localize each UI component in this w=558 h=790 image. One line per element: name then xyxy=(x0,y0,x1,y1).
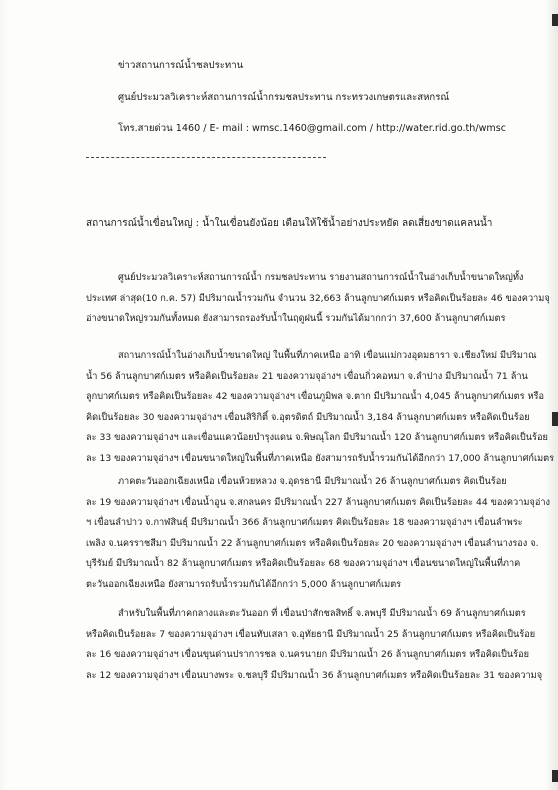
text-line: ละ 16 ของความจุอ่างฯ เขื่อนขุนด่านปราการชล จ.นครนายก มีปริมาณน้ำ 26 ล้านลูกบาศก์เมตร หรือคิดเป็นร้อย xyxy=(86,649,529,660)
news-title: ข่าวสถานการณ์น้ำชลประทาน xyxy=(118,60,244,71)
text-line: ละ 19 ของความจุอ่างฯ เขื่อนน้ำอูน จ.สกลนคร มีปริมาณน้ำ 227 ล้านลูกบาศก์เมตร คิดเป็นร้อยละ 44 ของความจุอ่าง xyxy=(86,496,550,508)
text-line: อ่างขนาดใหญ่รวมกันทั้งหมด ยังสามารถรองรับน้ำในฤดูฝนนี้ รวมกันได้มากกว่า 37,600 ล้านลูกบาศก์เมตร xyxy=(86,313,506,324)
text-line: น้ำ 56 ล้านลูกบาศก์เมตร หรือคิดเป็นร้อยละ 21 ของความจุอ่างฯ เขื่อนกิ่วคอหมา จ.ลำปาง มีปริมาณน้ำ 71 ล้าน xyxy=(86,370,528,382)
text-line: สำหรับในพื้นที่ภาคกลางและตะวันออก ที่ เขื่อนป่าสักชลสิทธิ์ จ.ลพบุรี มีปริมาณน้ำ 69 ล้านลูกบาศก์เมตร xyxy=(118,608,526,619)
text-line: ลูกบาศก์เมตร หรือคิดเป็นร้อยละ 42 ของความจุอ่างฯ เขื่อนภูมิพล จ.ตาก มีปริมาณน้ำ 4,045 ล้านลูกบาศก์เมตร หรือ xyxy=(86,391,545,402)
text-line: บุรีรัมย์ มีปริมาณน้ำ 82 ล้านลูกบาศก์เมตร หรือคิดเป็นร้อยละ 68 ของความจุอ่างฯ เขื่อนขนาดใหญ่ในพื้นที่ภาค xyxy=(86,558,521,569)
text-line: ตะวันออกเฉียงเหนือ ยังสามารถรับน้ำรวมกันได้อีกกว่า 5,000 ล้านลูกบาศก์เมตร xyxy=(86,578,402,590)
text-line: คิดเป็นร้อยละ 30 ของความจุอ่างฯ เขื่อนสิริกิติ์ จ.อุตรดิตถ์ มีปริมาณน้ำ 3,184 ล้านลูกบาศก์เมตร หรือคิดเป็นร้อย xyxy=(86,411,530,423)
contact-line: โทร.สายด่วน 1460 / E- mail : wmsc.1460@gmail.com / http://water.rid.go.th/wmsc xyxy=(118,123,507,134)
paragraph-central-east xyxy=(86,604,543,686)
paragraph-north xyxy=(86,346,555,469)
text-line: ละ 13 ของความจุอ่างฯ เขื่อนขนาดใหญ่ในพื้นที่ภาคเหนือ ยังสามารถรับน้ำรวมกันได้อีกกว่า 17,000 ล้านลูกบาศก์เมตร xyxy=(86,452,555,464)
text-line: ประเทศ ล่าสุด(10 ก.ค. 57) มีปริมาณน้ำรวมกัน จำนวน 32,663 ล้านลูกบาศก์เมตร หรือคิดเป็นร้อยละ 46 ของความจุ xyxy=(86,292,550,304)
text-line: ละ 12 ของความจุอ่างฯ เขื่อนบางพระ จ.ชลบุรี มีปริมาณน้ำ 36 ล้านลูกบาศก์เมตร หรือคิดเป็นร้อยละ 31 ของความจุ xyxy=(86,669,543,681)
text-line: เพลิง จ.นครราชสีมา มีปริมาณน้ำ 22 ล้านลูกบาศก์เมตร หรือคิดเป็นร้อยละ 20 ของความจุอ่างฯ เขื่อนลำนางรอง จ. xyxy=(86,537,539,549)
scan-edge-mark xyxy=(552,14,558,26)
text-line: ศูนย์ประมวลวิเคราะห์สถานการณ์น้ำ กรมชลประทาน รายงานสถานการณ์น้ำในอ่างเก็บน้ำขนาดใหญ่ทั้ง xyxy=(118,272,524,283)
text-line: หรือคิดเป็นร้อยละ 7 ของความจุอ่างฯ เขื่อนทับเสลา จ.อุทัยธานี มีปริมาณน้ำ 25 ล้านลูกบาศก์เมตร หรือคิดเป็นร้อย xyxy=(86,628,536,640)
office-name: ศูนย์ประมวลวิเคราะห์สถานการณ์น้ำกรมชลประทาน กระทรวงเกษตรและสหกรณ์ xyxy=(118,92,450,103)
headline: สถานการณ์น้ำเขื่อนใหญ่ : น้ำในเขื่อนยังน้อย เตือนให้ใช้น้ำอย่างประหยัด ลดเสี่ยงขาดแคลนน้ำ xyxy=(86,218,493,229)
header-divider xyxy=(86,157,326,158)
text-line: สถานการณ์น้ำในอ่างเก็บน้ำขนาดใหญ่ ในพื้นที่ภาคเหนือ อาทิ เขื่อนแม่กวงอุดมธารา จ.เชียงใหม่ มีปริมาณ xyxy=(118,350,537,361)
text-line: ภาคตะวันออกเฉียงเหนือ เขื่อนห้วยหลวง จ.อุดรธานี มีปริมาณน้ำ 26 ล้านลูกบาศก์เมตร คิดเป็นร้อย xyxy=(118,476,507,487)
text-line: ฯ เขื่อนลำปาว จ.กาฬสินธุ์ มีปริมาณน้ำ 366 ล้านลูกบาศก์เมตร คิดเป็นร้อยละ 18 ของความจุอ่างฯ เขื่อนลำพระ xyxy=(86,517,523,528)
scan-edge-mark xyxy=(552,770,558,782)
scan-edge-mark xyxy=(552,412,558,426)
text-line: ละ 33 ของความจุอ่างฯ และเขื่อนแควน้อยบำรุงแดน จ.พิษณุโลก มีปริมาณน้ำ 120 ล้านลูกบาศก์เมตร หรือคิดเป็นร้อย xyxy=(86,432,548,443)
paragraph-northeast xyxy=(86,472,550,595)
paragraph-overview xyxy=(86,268,550,330)
